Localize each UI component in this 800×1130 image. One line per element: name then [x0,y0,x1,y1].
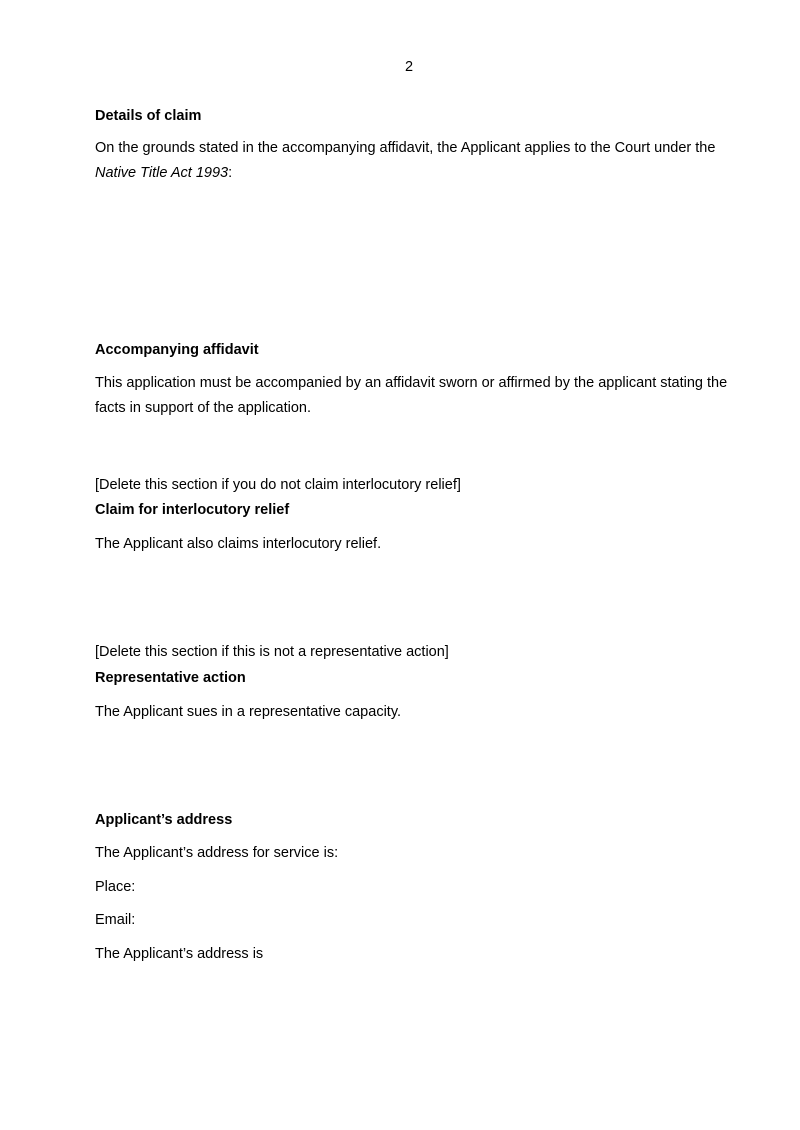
representative-text: The Applicant sues in a representative capacity. [95,704,402,720]
accompanying-affidavit-heading: Accompanying affidavit [95,342,259,358]
representative-note: [Delete this section if this is not a representative action] [95,644,449,660]
details-of-claim-heading: Details of claim [95,108,202,124]
interlocutory-heading: Claim for interlocutory relief [95,502,290,518]
address-line: The Applicant’s address is [95,946,264,962]
act-name: Native Title Act 1993 [95,165,229,181]
address-heading: Applicant’s address [95,812,233,828]
page-number: 2 [404,59,414,75]
address-email-label: Email: [95,912,136,928]
interlocutory-text: The Applicant also claims interlocutory relief. [95,536,382,552]
details-of-claim-text-after: : [228,165,233,181]
accompanying-affidavit-text: This application must be accompanied by an affidavit sworn or affirmed by the applicant stating the facts in support of the application. [95,375,728,416]
interlocutory-note: [Delete this section if you do not claim interlocutory relief] [95,477,461,493]
details-of-claim-text [95,136,735,186]
details-of-claim-text-before: On the grounds stated in the accompanying affidavit, the Applicant applies to the Court under the [95,140,716,156]
address-place-label: Place: [95,879,136,895]
address-service-line: The Applicant’s address for service is: [95,845,339,861]
representative-heading: Representative action [95,670,246,686]
